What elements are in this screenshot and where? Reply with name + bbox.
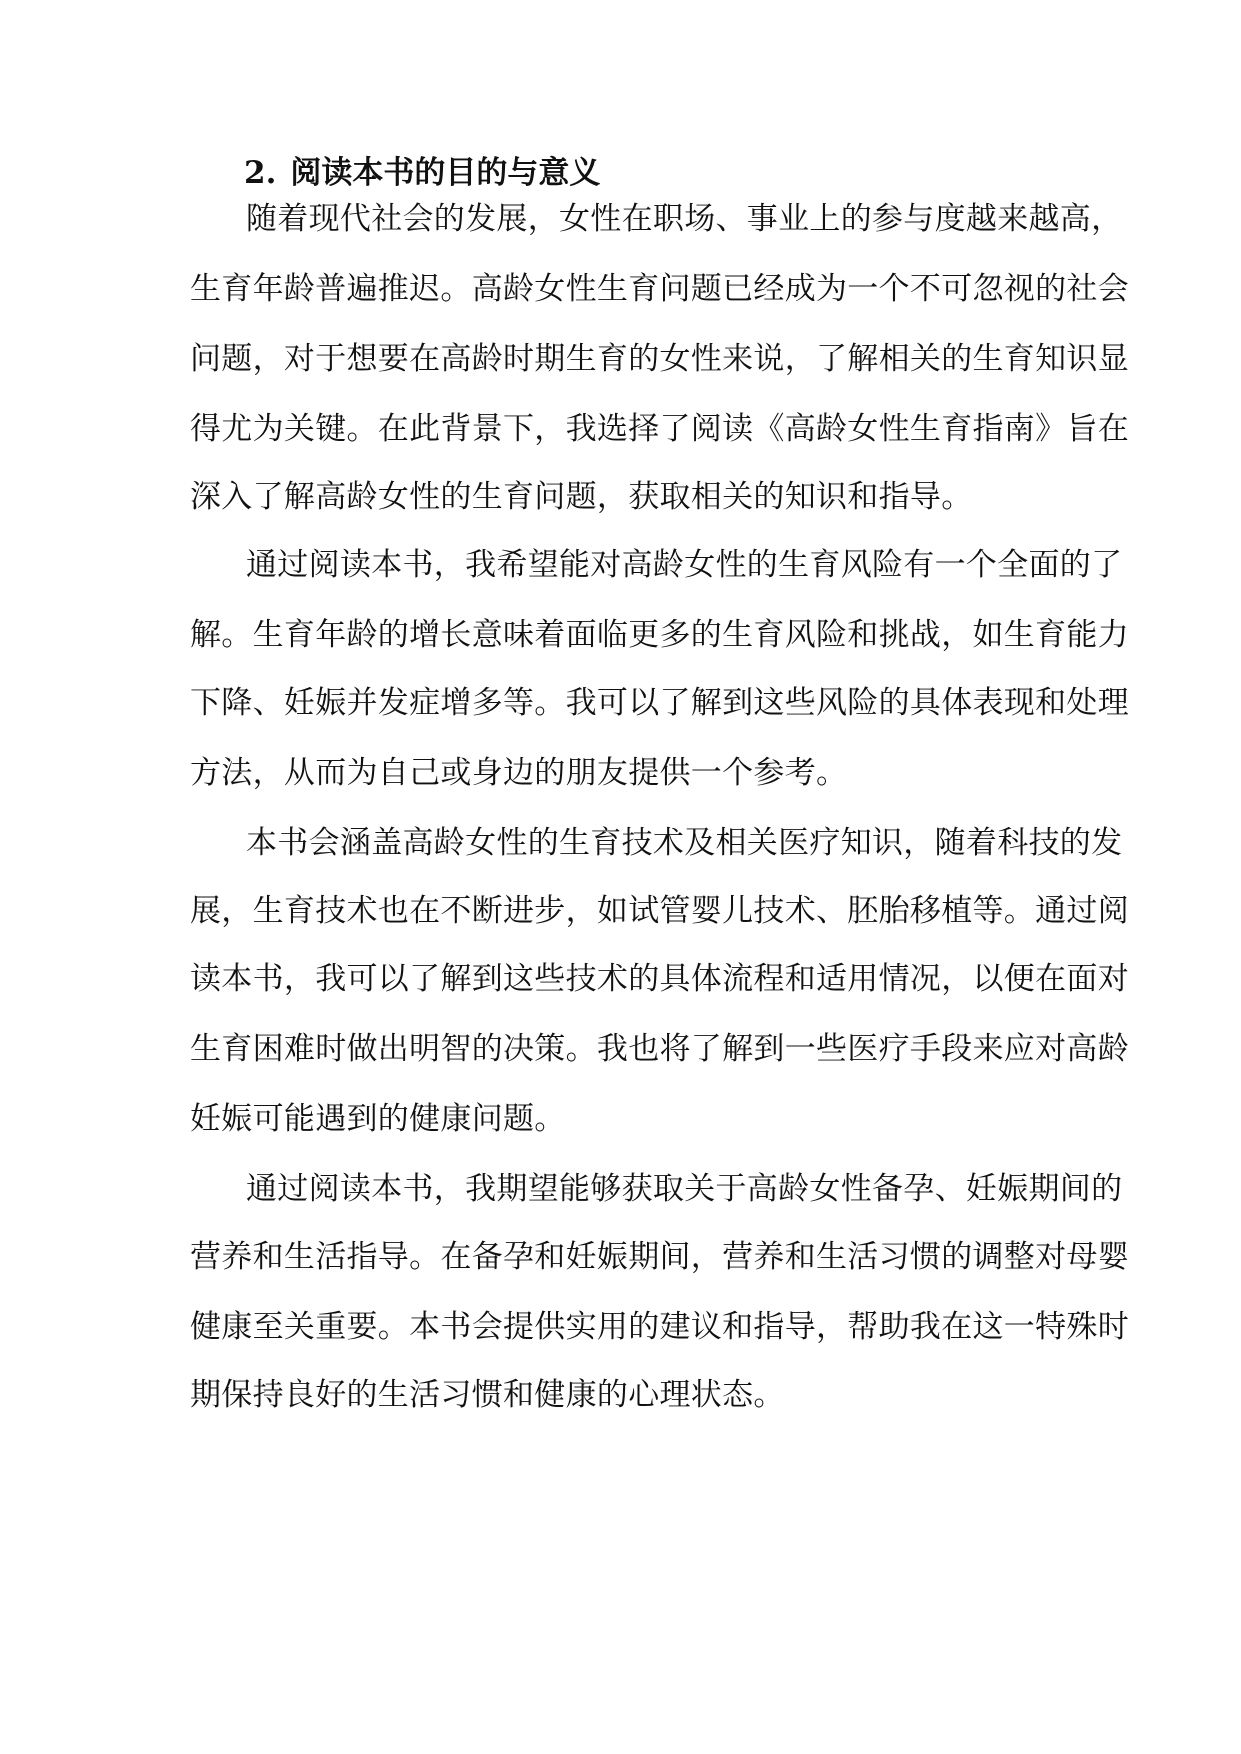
- paragraph-2-line-2: 解。生育年龄的增长意味着面临更多的生育风险和挑战，如生育能力: [190, 617, 1129, 653]
- paragraph-1-line-3: 问题，对于想要在高龄时期生育的女性来说，了解相关的生育知识显: [190, 341, 1129, 377]
- paragraph-4-line-2: 营养和生活指导。在备孕和妊娠期间，营养和生活习惯的调整对母婴: [190, 1239, 1129, 1275]
- paragraph-1-line-1: 随着现代社会的发展，女性在职场、事业上的参与度越来越高，: [246, 201, 1123, 237]
- paragraph-1-line-2: 生育年龄普遍推迟。高龄女性生育问题已经成为一个不可忽视的社会: [190, 271, 1129, 307]
- section-title: 阅读本书的目的与意义: [290, 155, 601, 191]
- paragraph-3-line-4: 生育困难时做出明智的决策。我也将了解到一些医疗手段来应对高龄: [190, 1031, 1129, 1067]
- paragraph-1-line-4: 得尤为关键。在此背景下，我选择了阅读《高龄女性生育指南》旨在: [190, 411, 1129, 447]
- paragraph-2-line-4: 方法，从而为自己或身边的朋友提供一个参考。: [190, 755, 848, 791]
- paragraph-3-line-3: 读本书，我可以了解到这些技术的具体流程和适用情况，以便在面对: [190, 961, 1129, 997]
- paragraph-1-line-5: 深入了解高龄女性的生育问题，获取相关的知识和指导。: [190, 479, 973, 515]
- paragraph-2-line-1: 通过阅读本书，我希望能对高龄女性的生育风险有一个全面的了: [246, 547, 1123, 583]
- paragraph-3-line-1: 本书会涵盖高龄女性的生育技术及相关医疗知识，随着科技的发: [246, 825, 1123, 861]
- paragraph-4-line-1: 通过阅读本书，我期望能够获取关于高龄女性备孕、妊娠期间的: [246, 1171, 1123, 1207]
- section-number: 2.: [244, 155, 277, 191]
- paragraph-3-line-2: 展，生育技术也在不断进步，如试管婴儿技术、胚胎移植等。通过阅: [190, 893, 1129, 929]
- paragraph-4-line-4: 期保持良好的生活习惯和健康的心理状态。: [190, 1377, 785, 1413]
- paragraph-4-line-3: 健康至关重要。本书会提供实用的建议和指导，帮助我在这一特殊时: [190, 1309, 1129, 1345]
- paragraph-2-line-3: 下降、妊娠并发症增多等。我可以了解到这些风险的具体表现和处理: [190, 685, 1129, 721]
- paragraph-3-line-5: 妊娠可能遇到的健康问题。: [190, 1101, 566, 1137]
- section-heading: [244, 148, 600, 198]
